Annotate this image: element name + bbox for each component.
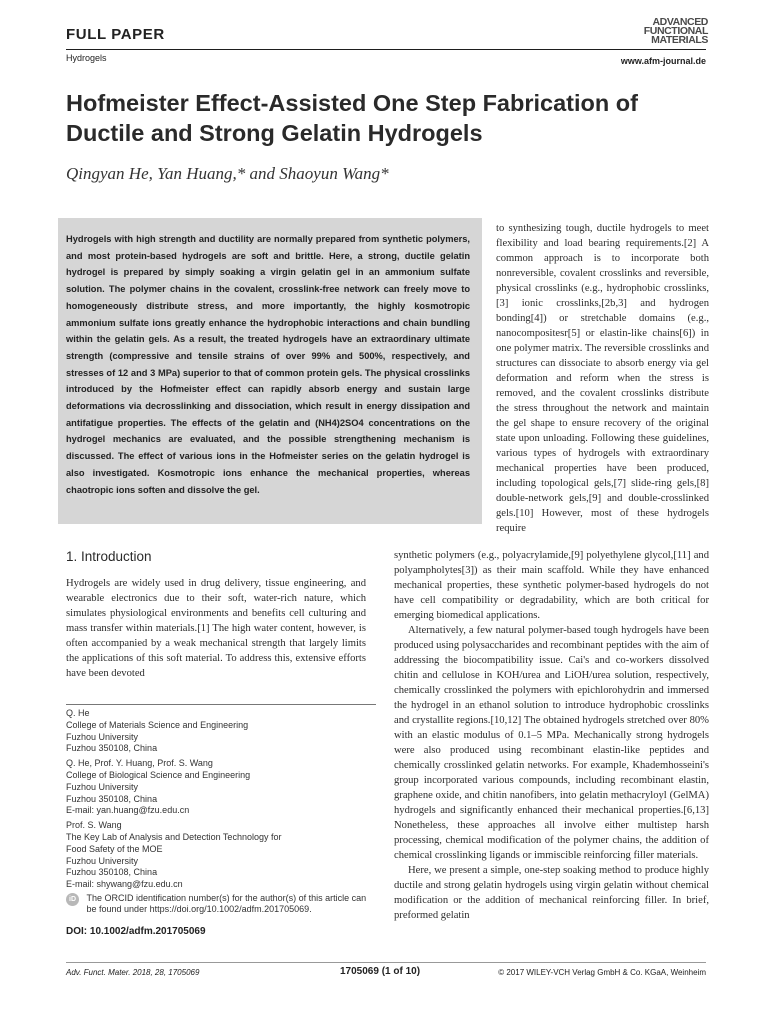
body-paragraph: Here, we present a simple, one-step soaking method to produce highly ductile and strong gelatin hydrogels using virgin gelatin without chemical modification or the addition of mechanical reinforcing filler. In brief, preformed gelatin <box>394 865 709 921</box>
author-list: Qingyan He, Yan Huang,* and Shaoyun Wang* <box>66 164 389 183</box>
abstract-text: Hydrogels with high strength and ductility are normally prepared from synthetic polymers, and most protein-based hydrogels are soft and brittle. Here, a strong, ductile gelatin hydrogel is prepared by simply soaking a virgin gelatin gel in an ammonium sulfate solution. The polymer chains in the covalent, crosslink-free network can freely move to homogeneously distribute stress, and more importantly, the highly kosmotropic ammonium sulfate ions greatly enhance the hydrophobic interactions and chain bundling within the gelatin gels. As a result, the treated hydrogels have an extraordinary ultimate strength (compressive and tensile strains of over 99% and 500%, respectively, and stresses of 12 and 3 MPa) superior to that of common protein gels. The physical crosslinks introduced by the Hofmeister effect can rapidly absorb energy and sustain large deformations via decrosslinking and dissociation, which result in energy dissipation and antifatigue properties. The effects of the gelatin and (NH4)2SO4 concentrations on the hydrogel mechanics are evaluated, and the possible strengthening mechanism is discussed. The effect of various ions in the Hofmeister series on the gelatin hydrogel is also investigated. Kosmotropic ions enhance the mechanical properties, whereas chaotropic ions soften and dissolve the gel. <box>66 234 470 495</box>
affiliation-line: College of Biological Science and Engineering <box>66 769 251 780</box>
journal-logo <box>624 18 708 45</box>
affiliation-block <box>66 708 381 755</box>
intro-paragraph: Hydrogels are widely used in drug delivery, tissue engineering, and wearable electronics due to their soft, water-rich nature, which simulates physiological environments and benefits cell culturing and mass transfer within materials.[1] The high water content, however, is often accompanied by a weak mechanical strength that largely limits the applications of this soft material. To address this, extensive efforts have been devoted <box>66 578 366 679</box>
affiliation-line: Fuzhou University <box>66 855 139 866</box>
affiliation-line: Fuzhou University <box>66 781 139 792</box>
orcid-icon: iD <box>66 893 79 906</box>
affiliation-block <box>66 758 381 817</box>
affiliation-line: Food Safety of the MOE <box>66 843 163 854</box>
affiliation-line: Fuzhou University <box>66 731 139 742</box>
affiliation-line: College of Materials Science and Engineering <box>66 719 249 730</box>
logo-line-3: MATERIALS <box>651 34 708 46</box>
affiliation-line: Fuzhou 350108, China <box>66 743 158 754</box>
section-heading: 1. Introduction <box>66 549 152 564</box>
affiliation-list <box>66 708 381 894</box>
email-link[interactable]: E-mail: yan.huang@fzu.edu.cn <box>66 805 190 816</box>
abstract-box <box>58 218 482 524</box>
footer-divider <box>66 962 706 963</box>
affiliation-block <box>66 820 381 891</box>
body-paragraph: synthetic polymers (e.g., polyacrylamide,[9] polyethylene glycol,[11] and polyampholytes[3]) as their main scaffold. While they have enhanced mechanical properties, these synthetic polymer-based hydrogels do not have cell compatibility or degradability, which are both critical for emerging biomedical applications. <box>394 550 709 621</box>
journal-url-link[interactable]: www.afm-journal.de <box>620 56 706 66</box>
right-column-top <box>496 221 709 536</box>
topic-tag: Hydrogels <box>66 53 107 63</box>
header-divider <box>66 49 706 50</box>
doi-link[interactable]: DOI: 10.1002/adfm.201705069 <box>66 926 206 937</box>
affiliation-divider <box>66 704 376 705</box>
page-number: 1705069 (1 of 10) <box>340 966 421 977</box>
orcid-text[interactable]: The ORCID identification number(s) for the author(s) of this article can be found under https://doi.org/10.1002/adfm.201705069. <box>86 893 367 915</box>
affiliation-line: Fuzhou 350108, China <box>66 793 158 804</box>
copyright-notice: © 2017 WILEY-VCH Verlag GmbH & Co. KGaA, Weinheim <box>498 968 706 977</box>
affiliation-line: Q. He <box>66 708 90 718</box>
article-title: Hofmeister Effect-Assisted One Step Fabrication of Ductile and Strong Gelatin Hydrogels <box>66 90 638 146</box>
affiliation-line: Prof. S. Wang <box>66 820 122 831</box>
section-label: FULL PAPER <box>66 26 165 43</box>
email-link[interactable]: E-mail: shywang@fzu.edu.cn <box>66 879 183 890</box>
footer-citation: Adv. Funct. Mater. 2018, 28, 1705069 <box>66 968 200 977</box>
body-paragraph: to synthesizing tough, ductile hydrogels to meet flexibility and load bearing requirements.[2] A common approach is to incorporate both nonreversible, covalent crosslinks and reversible, physical crosslinks (e.g., hydrophobic crosslinks,[3] ionic crosslinks,[2b,3] and hydrogen bonding[4]) or stretchable domains (e.g., nanocompositesr[5] or elastin-like chains[6]) in one polymer matrix. The reversible crosslinks and structures can dissociate to absorb energy via gel deformation and reform when the stress is removed, and the covalent crosslinks distribute the stress throughout the network and maintain the gel shape to ensure recovery of the original state upon unloading. Following these guidelines, various types of hydrogels with extraordinary mechanical properties have been produced, including topological gels,[7] slide-ring gels,[8] double-network gels,[9] and double-crosslinked gels.[10] However, most of these hydrogels require <box>496 223 709 534</box>
right-column-bottom <box>394 548 709 923</box>
left-column <box>66 576 366 681</box>
logo-line-1: ADVANCED <box>652 16 708 28</box>
affiliation-line: Q. He, Prof. Y. Huang, Prof. S. Wang <box>66 758 213 769</box>
logo-line-2: FUNCTIONAL <box>643 25 708 37</box>
affiliation-line: The Key Lab of Analysis and Detection Technology for <box>66 831 282 842</box>
body-paragraph: Alternatively, a few natural polymer-based tough hydrogels have been produced using polysaccharides and recombinant peptides with the aim of addressing the biocompatibility issue. Cai's and co-workers dissolved chitin and cellulose in KOH/urea and LiOH/urea solution, respectively, chemically crosslinked the polymers with epichlorohydrin and immersed the hydrogel in an ethanol solution to introduce hydrophobic crosslinks and crystallite regions.[10,12] The obtained hydrogels stretched over 80% with an elastic modulus of 0.1–5 MPa. Mechanically strong hydrogels were also produced using recombinant elastin-like peptides and chemically crosslinked gelatin networks. For example, Khademhosseini's group incorporated various compounds, including recombinant elastin, graphene oxide, and chitin nanofibers, into gelatin methacryloyl (GelMA) hydrogels and significantly enhanced their mechanical properties.[6,13] Nonetheless, these approaches all involve either multistep harsh processing, chemical modification of the polymer chains, the addition of chemical crosslinking ligands or immiscible reinforcing filler materials. <box>394 625 709 861</box>
orcid-note <box>66 893 386 916</box>
affiliation-line: Fuzhou 350108, China <box>66 867 158 878</box>
